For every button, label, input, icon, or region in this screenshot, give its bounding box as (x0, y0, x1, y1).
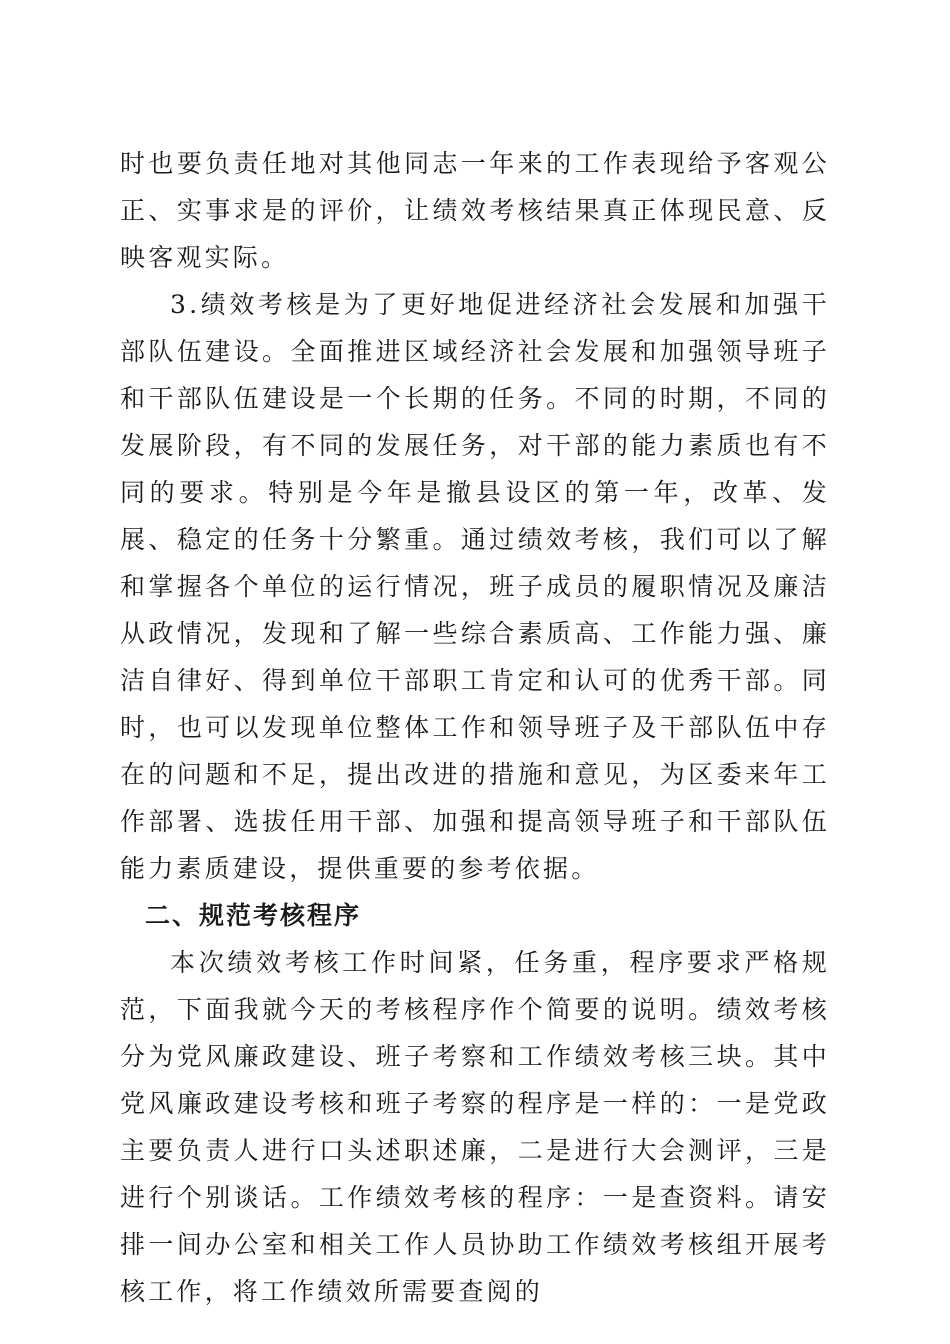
paragraph-point-3: 3.绩效考核是为了更好地促进经济社会发展和加强干部队伍建设。全面推进区域经济社会发展和加强领导班子和干部队伍建设是一个长期的任务。不同的时期，不同的发展阶段，有不同的发展任务，对干部的能力素质也有不同的要求。特别是今年是撤县设区的第一年，改革、发展、稳定的任务十分繁重。通过绩效考核，我们可以了解和掌握各个单位的运行情况，班子成员的履职情况及廉洁从政情况，发现和了解一些综合素质高、工作能力强、廉洁自律好、得到单位干部职工肯定和认可的优秀干部。同时，也可以发现单位整体工作和领导班子及干部队伍中存在的问题和不足，提出改进的措施和意见，为区委来年工作部署、选拔任用干部、加强和提高领导班子和干部队伍能力素质建设，提供重要的参考依据。 (120, 290, 830, 883)
document-body (120, 140, 830, 1315)
paragraph-procedure: 本次绩效考核工作时间紧，任务重，程序要求严格规范，下面我就今天的考核程序作个简要的说明。绩效考核分为党风廉政建设、班子考察和工作绩效考核三块。其中党风廉政建设考核和班子考察的程序是一样的：一是党政主要负责人进行口头述职述廉，二是进行大会测评，三是进行个别谈话。工作绩效考核的程序：一是查资料。请安排一间办公室和相关工作人员协助工作绩效考核组开展考核工作，将工作绩效所需要查阅的 (120, 948, 830, 1306)
paragraph-continuation: 时也要负责任地对其他同志一年来的工作表现给予客观公正、实事求是的评价，让绩效考核结果真正体现民意、反映客观实际。 (120, 149, 830, 272)
section-heading-2: 二、规范考核程序 (145, 901, 362, 930)
